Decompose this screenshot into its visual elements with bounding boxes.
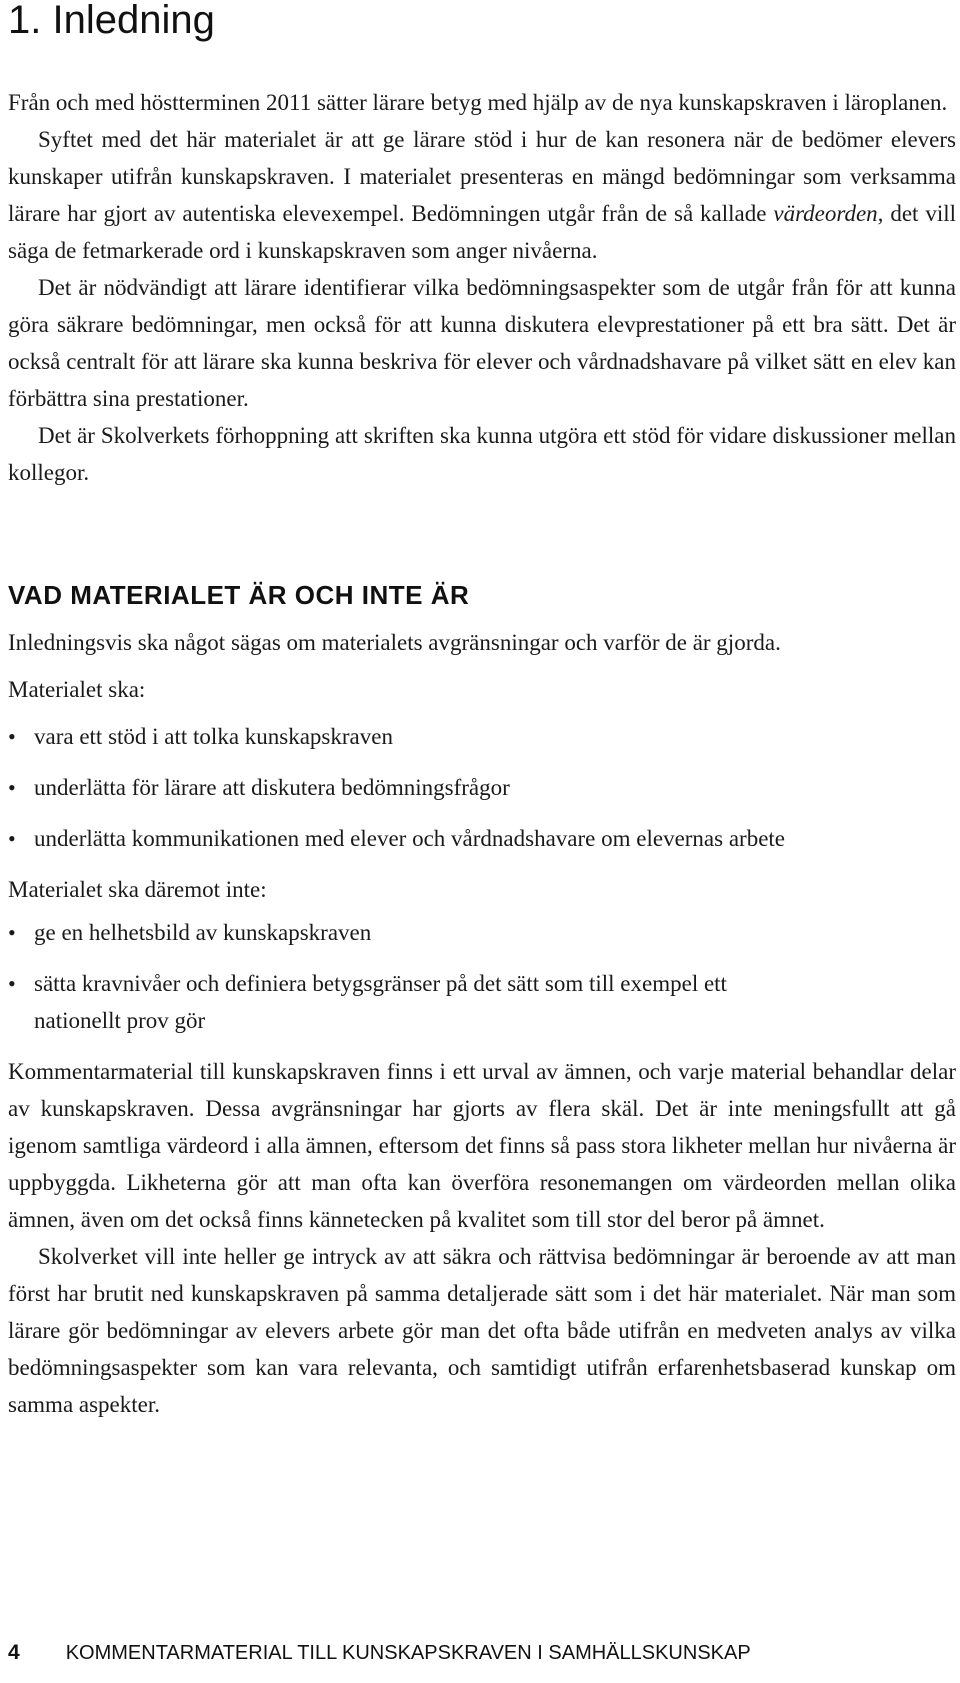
list-item-text: ge en helhetsbild av kunskapskraven bbox=[34, 920, 372, 945]
list-item-text: vara ett stöd i att tolka kunskapskraven bbox=[34, 724, 393, 749]
bullet-dot-icon: • bbox=[8, 775, 16, 800]
intro-paragraph-2-text-end: det vill säga de fetmarkerade ord i kunskapskraven som anger nivåerna. bbox=[8, 201, 956, 263]
running-title: KOMMENTARMATERIAL TILL KUNSKAPSKRAVEN I SAMHÄLLSKUNSKAP bbox=[65, 1642, 751, 1664]
bullet-dot-icon: • bbox=[8, 920, 16, 945]
isnot-list bbox=[8, 914, 956, 1039]
intro-paragraph-2-emphasis: värdeorden, bbox=[773, 201, 884, 226]
list-item bbox=[8, 914, 956, 951]
intro-paragraph-2 bbox=[8, 121, 956, 269]
page-footer bbox=[8, 1640, 751, 1666]
list-item-text: sätta kravnivåer och definiera betygsgränser på det sätt som till exempel ett nationellt prov gör bbox=[34, 971, 727, 1033]
chapter-title: 1. Inledning bbox=[8, 0, 215, 42]
is-list bbox=[8, 718, 956, 857]
body-paragraph-6: Skolverket vill inte heller ge intryck av att säkra och rättvisa bedömningar är beroende av att man först har brutit ned kunskapskraven på samma detaljerade sätt som i det här materialet. När man som lärare gör bedömningar av elevers arbete gör man det ofta både utifrån en medveten analys av vilka bedömningsaspekter som kan vara relevanta, och samtidigt utifrån erfarenhetsbaserad kunskap om samma aspekter. bbox=[8, 1244, 956, 1417]
bullet-dot-icon: • bbox=[8, 826, 16, 851]
intro-paragraph-1: Från och med höstterminen 2011 sätter lärare betyg med hjälp av de nya kunskapskraven i läroplanen. bbox=[8, 90, 948, 115]
list-item bbox=[8, 820, 956, 857]
list-item bbox=[8, 965, 956, 1039]
intro-paragraph-3: Det är nödvändigt att lärare identifierar vilka bedömningsaspekter som de utgår från för att kunna göra säkrare bedömningar, men också för att kunna diskutera elevprestationer på ett bra sätt. Det är också centralt för att lärare ska kunna beskriva för elever och vårdnadshavare på vilket sätt en elev kan förbättra sina prestationer. bbox=[8, 275, 956, 411]
section-lead-paragraph: Inledningsvis ska något sägas om materialets avgränsningar och varför de är gjorda. bbox=[8, 630, 781, 655]
list-item bbox=[8, 718, 956, 755]
is-list-label: Materialet ska: bbox=[8, 677, 146, 702]
intro-section bbox=[8, 84, 956, 491]
isnot-list-label: Materialet ska däremot inte: bbox=[8, 877, 267, 902]
section-what-material-is bbox=[8, 580, 956, 1423]
page-number: 4 bbox=[8, 1641, 20, 1664]
section-heading: VAD MATERIALET ÄR OCH INTE ÄR bbox=[8, 580, 470, 610]
bullet-dot-icon: • bbox=[8, 971, 16, 996]
list-item-text: underlätta kommunikationen med elever och vårdnadshavare om elevernas arbete bbox=[34, 826, 786, 851]
list-item bbox=[8, 769, 956, 806]
intro-paragraph-4: Det är Skolverkets förhoppning att skriften ska kunna utgöra ett stöd för vidare diskussioner mellan kollegor. bbox=[8, 423, 956, 485]
body-paragraph-5: Kommentarmaterial till kunskapskraven finns i ett urval av ämnen, och varje material behandlar delar av kunskapskraven. Dessa avgränsningar har gjorts av flera skäl. Det är inte meningsfullt att gå igenom samtliga värdeord i alla ämnen, eftersom det finns så pass stora likheter mellan hur nivåerna är uppbyggda. Likheterna gör att man ofta kan överföra resonemangen om värdeorden mellan olika ämnen, även om det också finns kännetecken på kvalitet som till stor del beror på ämnet. bbox=[8, 1059, 956, 1232]
intro-paragraph-2-text: Syftet med det här materialet är att ge lärare stöd i hur de kan resonera när de bedömer elevers kunskaper utifrån kunskapskraven. I materialet presenteras en mängd bedömningar som verksamma lärare har gjort av autentiska elevexempel. Bedömningen utgår från de så kallade bbox=[8, 127, 956, 226]
bullet-dot-icon: • bbox=[8, 724, 16, 749]
list-item-text: underlätta för lärare att diskutera bedömningsfrågor bbox=[34, 775, 510, 800]
